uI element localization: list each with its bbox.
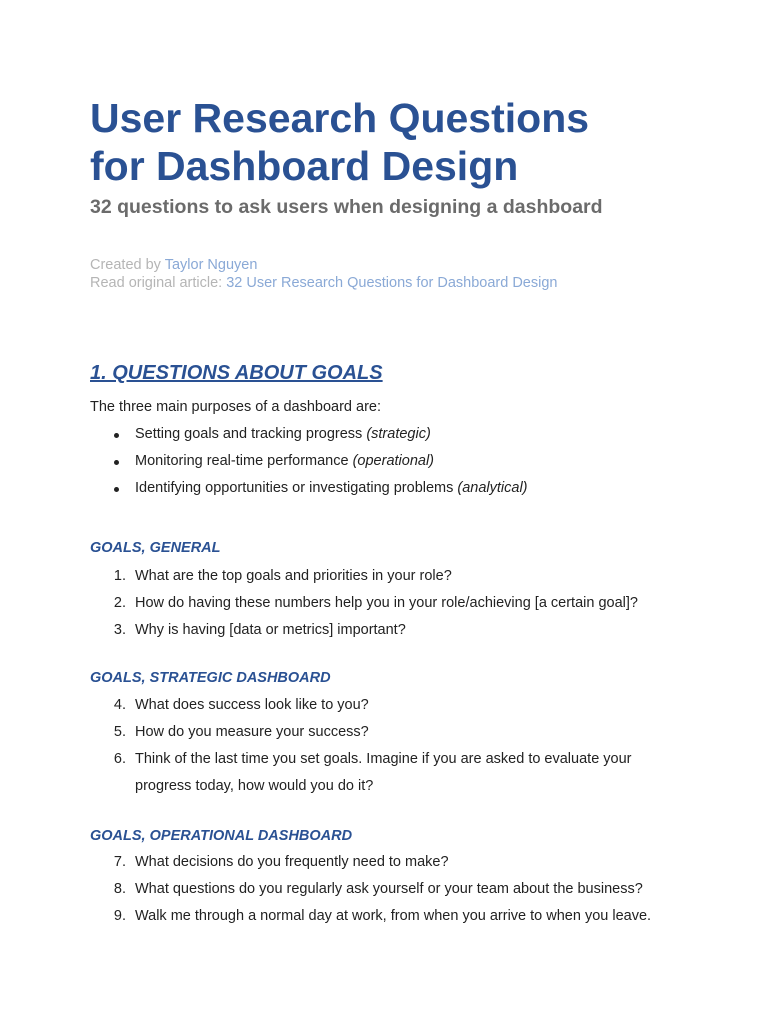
document-meta [90, 256, 557, 292]
bullet-dot-icon [114, 487, 119, 492]
bullet-text: Identifying opportunities or investigating problems [135, 480, 458, 496]
bullet-item [90, 479, 528, 506]
question-text: Think of the last time you set goals. Imagine if you are asked to evaluate your [135, 751, 632, 767]
question-number: 8. [113, 881, 126, 897]
bullet-item [90, 452, 528, 479]
question-number: 2. [113, 595, 126, 611]
subheading-goals-strategic: GOALS, STRATEGIC DASHBOARD [90, 670, 331, 686]
question-item [90, 876, 651, 903]
question-text-continued: progress today, how would you do it? [135, 778, 374, 794]
section-intro: The three main purposes of a dashboard are: [90, 399, 381, 415]
author-link[interactable]: Taylor Nguyen [164, 257, 258, 273]
question-text: Why is having [data or metrics] important? [135, 622, 406, 638]
original-article-link[interactable]: 32 User Research Questions for Dashboard Design [226, 275, 558, 291]
subheading-goals-operational: GOALS, OPERATIONAL DASHBOARD [90, 828, 353, 844]
bullet-text: Setting goals and tracking progress [135, 426, 367, 442]
subheading-goals-general: GOALS, GENERAL [90, 540, 221, 556]
question-item [90, 746, 632, 800]
question-list-operational [90, 849, 651, 930]
question-number: 1. [113, 568, 126, 584]
question-item [90, 590, 638, 617]
bullet-dot-icon [114, 460, 119, 465]
question-text: How do having these numbers help you in your role/achieving [a certain goal]? [135, 595, 638, 611]
question-number: 6. [113, 751, 126, 767]
purpose-bullet-list [90, 425, 528, 506]
question-item [90, 903, 651, 930]
question-item [90, 849, 651, 876]
question-number: 9. [113, 908, 126, 924]
document-subtitle: 32 questions to ask users when designing a dashboard [90, 196, 603, 218]
title-line-2: for Dashboard Design [90, 143, 519, 189]
read-original-label: Read original article: [90, 275, 223, 291]
question-list-strategic [90, 692, 632, 800]
section-heading-goals: 1. QUESTIONS ABOUT GOALS [90, 362, 383, 384]
title-line-1: User Research Questions [90, 95, 590, 141]
bullet-note: (analytical) [457, 480, 528, 496]
question-list-general [90, 563, 638, 644]
bullet-note: (strategic) [366, 426, 431, 442]
question-number: 5. [113, 724, 126, 740]
question-text: What are the top goals and priorities in your role? [135, 568, 452, 584]
bullet-item [90, 425, 528, 452]
created-by-line [90, 256, 557, 274]
original-article-line [90, 274, 557, 292]
question-item [90, 617, 638, 644]
question-text: What does success look like to you? [135, 697, 369, 713]
question-text: What questions do you regularly ask yourself or your team about the business? [135, 881, 643, 897]
question-item [90, 563, 638, 590]
question-item [90, 719, 632, 746]
document-title [90, 94, 710, 190]
question-number: 3. [113, 622, 126, 638]
question-number: 4. [113, 697, 126, 713]
question-item [90, 692, 632, 719]
question-text: How do you measure your success? [135, 724, 369, 740]
question-text: Walk me through a normal day at work, from when you arrive to when you leave. [135, 908, 652, 924]
created-by-label: Created by [90, 257, 161, 273]
bullet-text: Monitoring real-time performance [135, 453, 353, 469]
question-number: 7. [113, 854, 126, 870]
bullet-note: (operational) [352, 453, 435, 469]
question-text: What decisions do you frequently need to make? [135, 854, 449, 870]
bullet-dot-icon [114, 433, 119, 438]
